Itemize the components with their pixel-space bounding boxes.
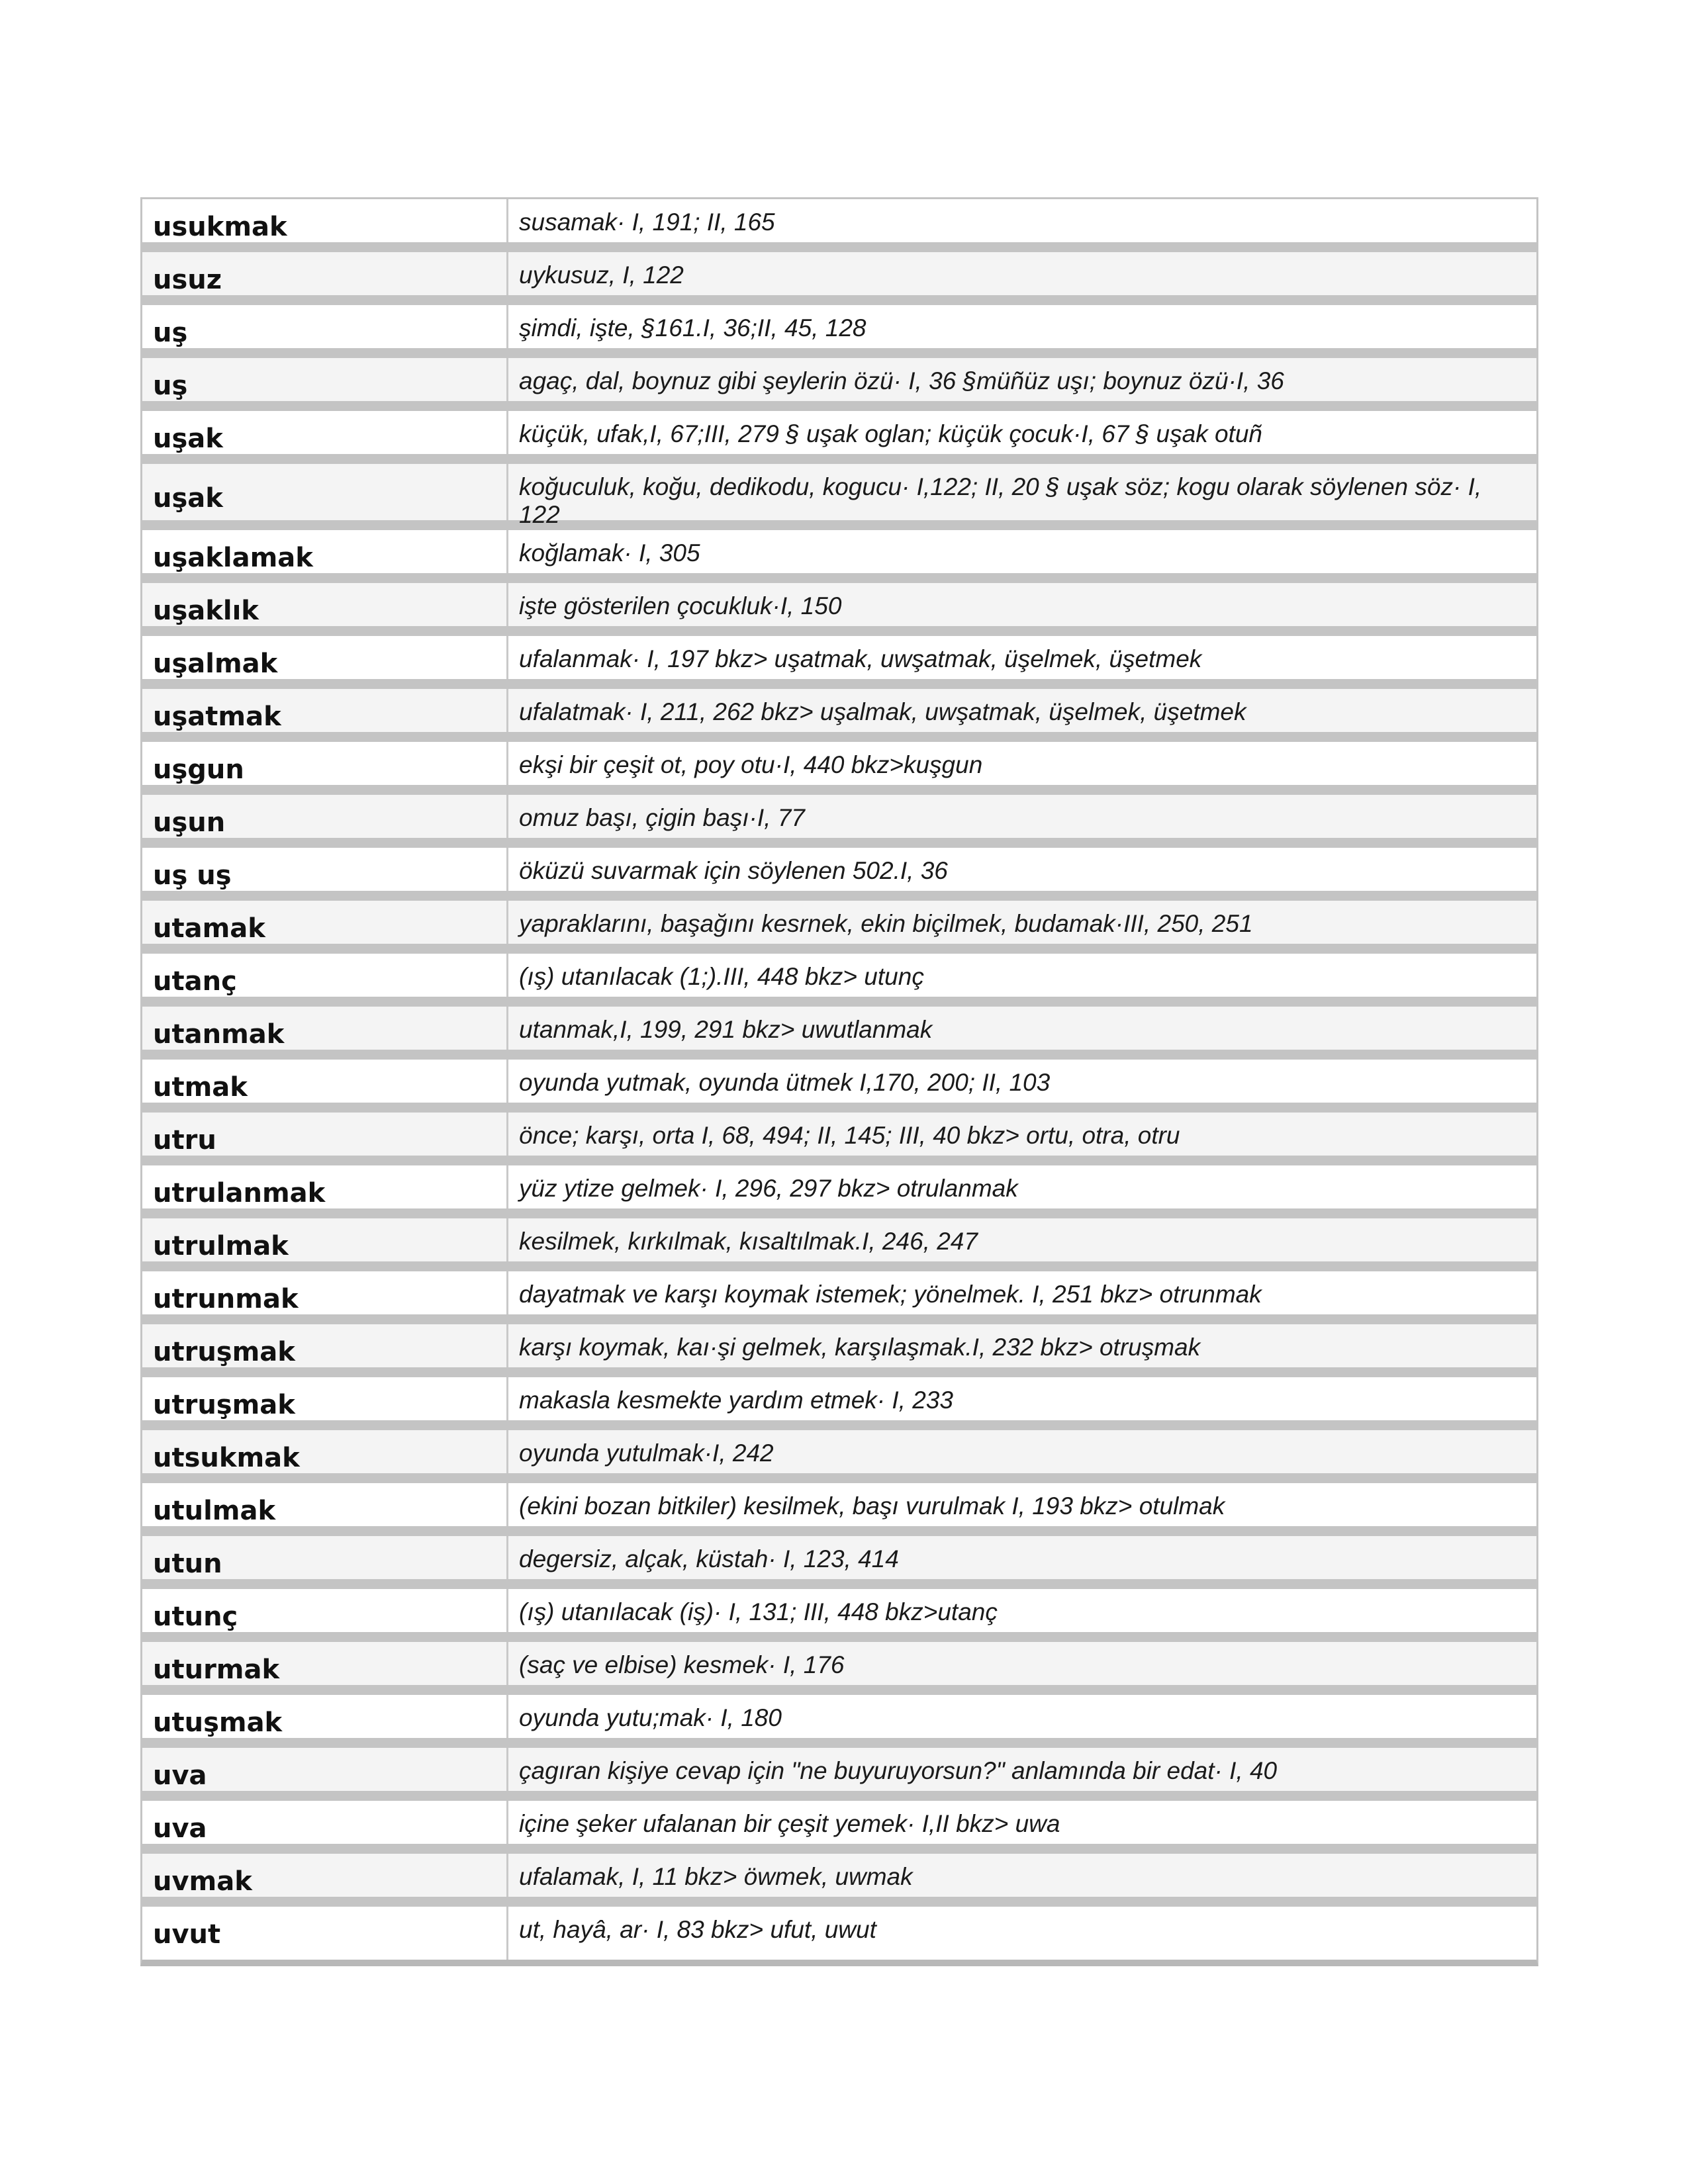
definition: karşı koymak, kaı·şi gelmek, karşılaşmak.I, 232 bkz> otruşmak [508, 1324, 1536, 1367]
table-row [142, 411, 1536, 464]
table-row [142, 1113, 1536, 1165]
definition: makasla kesmekte yardım etmek· I, 233 [508, 1377, 1536, 1420]
definition: işte gösterilen çocukluk·I, 150 [508, 583, 1536, 626]
headword: utruşmak [142, 1324, 508, 1367]
table-row [142, 1060, 1536, 1113]
headword: uşalmak [142, 636, 508, 679]
definition: oyunda yutu;mak· I, 180 [508, 1695, 1536, 1738]
table-row [142, 530, 1536, 583]
definition: dayatmak ve karşı koymak istemek; yönelmek. I, 251 bkz> otrunmak [508, 1271, 1536, 1314]
headword: utrulanmak [142, 1165, 508, 1208]
definition: içine şeker ufalanan bir çeşit yemek· I,II bkz> uwa [508, 1801, 1536, 1844]
table-row [142, 636, 1536, 689]
definition: önce; karşı, orta I, 68, 494; II, 145; III, 40 bkz> ortu, otra, otru [508, 1113, 1536, 1156]
definition: omuz başı, çigin başı·I, 77 [508, 795, 1536, 838]
table-row [142, 848, 1536, 901]
headword: uşun [142, 795, 508, 838]
table-row [142, 954, 1536, 1007]
table-row [142, 358, 1536, 411]
table-row [142, 795, 1536, 848]
definition: öküzü suvarmak için söylenen 502.I, 36 [508, 848, 1536, 891]
table-row [142, 1430, 1536, 1483]
headword: utanç [142, 954, 508, 997]
headword: utru [142, 1113, 508, 1156]
headword: usukmak [142, 199, 508, 242]
definition: ufalanmak· I, 197 bkz> uşatmak, uwşatmak, üşelmek, üşetmek [508, 636, 1536, 679]
definition: utanmak,I, 199, 291 bkz> uwutlanmak [508, 1007, 1536, 1050]
definition: koğuculuk, koğu, dedikodu, kogucu· I,122; II, 20 § uşak söz; kogu olarak söylenen söz· I, 122 [508, 464, 1536, 520]
definition: ufalamak, I, 11 bkz> öwmek, uwmak [508, 1854, 1536, 1897]
definition: ut, hayâ, ar· I, 83 bkz> ufut, uwut [508, 1907, 1536, 1960]
headword: utruşmak [142, 1377, 508, 1420]
headword: uş [142, 305, 508, 348]
definition: susamak· I, 191; II, 165 [508, 199, 1536, 242]
definition: ufalatmak· I, 211, 262 bkz> uşalmak, uwşatmak, üşelmek, üşetmek [508, 689, 1536, 732]
definition: (ış) utanılacak (1;).III, 448 bkz> utunç [508, 954, 1536, 997]
definition: (ış) utanılacak (iş)· I, 131; III, 448 bkz>utanç [508, 1589, 1536, 1632]
table-row [142, 305, 1536, 358]
headword: uşak [142, 464, 508, 520]
headword: uvmak [142, 1854, 508, 1897]
headword: utsukmak [142, 1430, 508, 1473]
table-row [142, 742, 1536, 795]
table-row [142, 689, 1536, 742]
table-row [142, 1589, 1536, 1642]
definition: küçük, ufak,I, 67;III, 279 § uşak oglan; küçük çocuk·I, 67 § uşak otuñ [508, 411, 1536, 454]
headword: uşak [142, 411, 508, 454]
headword: uvut [142, 1907, 508, 1960]
definition: şimdi, işte, §161.I, 36;II, 45, 128 [508, 305, 1536, 348]
headword: utrunmak [142, 1271, 508, 1314]
headword: utun [142, 1536, 508, 1579]
headword: uva [142, 1801, 508, 1844]
headword: uva [142, 1748, 508, 1791]
table-row [142, 1536, 1536, 1589]
table-row [142, 1007, 1536, 1060]
headword: utamak [142, 901, 508, 944]
definition: ekşi bir çeşit ot, poy otu·I, 440 bkz>kuşgun [508, 742, 1536, 785]
table-row [142, 1271, 1536, 1324]
table-row [142, 1642, 1536, 1695]
table-row [142, 252, 1536, 305]
table-row [142, 464, 1536, 530]
definition: (saç ve elbise) kesmek· I, 176 [508, 1642, 1536, 1685]
table-row [142, 1801, 1536, 1854]
headword: uturmak [142, 1642, 508, 1685]
headword: uş [142, 358, 508, 401]
headword: uşaklamak [142, 530, 508, 573]
table-row [142, 1907, 1536, 1960]
dictionary-table [140, 197, 1538, 1966]
definition: kesilmek, kırkılmak, kısaltılmak.I, 246, 247 [508, 1218, 1536, 1261]
headword: uş uş [142, 848, 508, 891]
headword: utunç [142, 1589, 508, 1632]
headword: uşatmak [142, 689, 508, 732]
definition: oyunda yutulmak·I, 242 [508, 1430, 1536, 1473]
definition: agaç, dal, boynuz gibi şeylerin özü· I, 36 §müñüz uşı; boynuz özü·I, 36 [508, 358, 1536, 401]
definition: yapraklarını, başağını kesrnek, ekin biçilmek, budamak·III, 250, 251 [508, 901, 1536, 944]
table-row [142, 583, 1536, 636]
table-row [142, 1324, 1536, 1377]
table-row [142, 1218, 1536, 1271]
definition: yüz ytize gelmek· I, 296, 297 bkz> otrulanmak [508, 1165, 1536, 1208]
definition: (ekini bozan bitkiler) kesilmek, başı vurulmak I, 193 bkz> otulmak [508, 1483, 1536, 1526]
headword: utuşmak [142, 1695, 508, 1738]
definition: degersiz, alçak, küstah· I, 123, 414 [508, 1536, 1536, 1579]
table-row [142, 1165, 1536, 1218]
definition: koğlamak· I, 305 [508, 530, 1536, 573]
definition: uykusuz, I, 122 [508, 252, 1536, 295]
table-row [142, 1377, 1536, 1430]
definition: oyunda yutmak, oyunda ütmek I,170, 200; II, 103 [508, 1060, 1536, 1103]
table-row [142, 1854, 1536, 1907]
table-row [142, 901, 1536, 954]
headword: utrulmak [142, 1218, 508, 1261]
headword: uşgun [142, 742, 508, 785]
headword: usuz [142, 252, 508, 295]
headword: utanmak [142, 1007, 508, 1050]
headword: utmak [142, 1060, 508, 1103]
headword: utulmak [142, 1483, 508, 1526]
table-row [142, 199, 1536, 252]
table-row [142, 1483, 1536, 1536]
table-row [142, 1695, 1536, 1748]
table-row [142, 1748, 1536, 1801]
headword: uşaklık [142, 583, 508, 626]
definition: çagıran kişiye cevap için "ne buyuruyorsun?" anlamında bir edat· I, 40 [508, 1748, 1536, 1791]
